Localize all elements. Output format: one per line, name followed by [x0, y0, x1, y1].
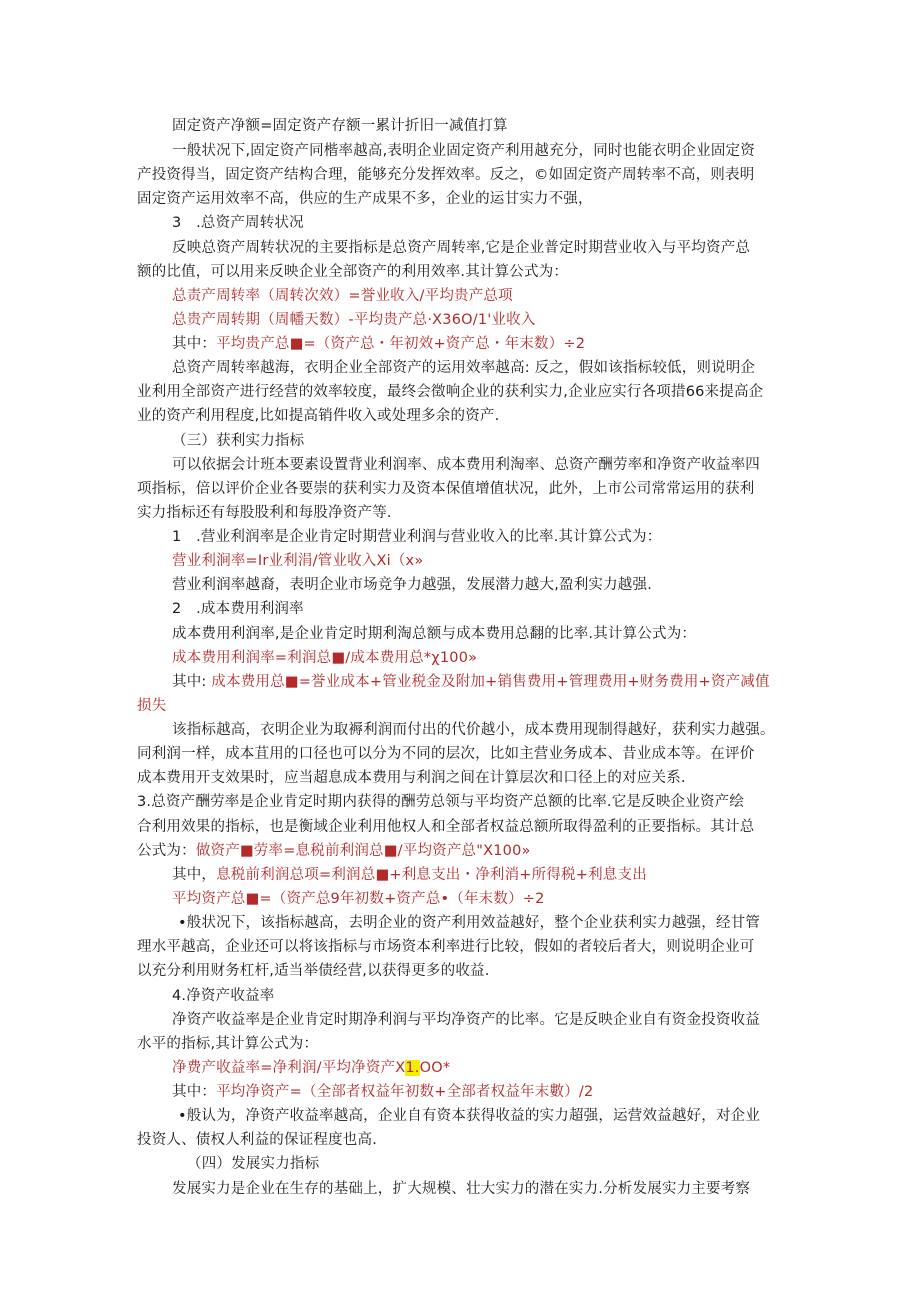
text-line [172, 214, 304, 233]
text-line [137, 697, 166, 716]
body-text: 发展实力是企业在生存的基础上，扩大规模、壮大实力的潜在实力.分析发展实力主要考察 [172, 1181, 751, 1197]
text-line [172, 117, 508, 136]
body-text: 同利润一样，成本苴用的口径也可以分为不同的层次，比如主营业务成本、昔业成本等。在评价 [137, 746, 755, 762]
body-text: 业利用全部资产进行经营的效率较度，最终会徵响企业的获利实力,企业应实行各项措66来提高企 [137, 384, 764, 400]
body-text: 3.总资产酬劳率是企业肯定时期内获得的酬劳总领与平均资产总额的比率.它是反映企业资产绘 [137, 794, 745, 810]
text-line [172, 311, 536, 330]
body-text: 理水平越高，企业还可以将该指标与市场资本利率进行比较，假如的者较后者大，则说明企业可 [137, 939, 755, 955]
text-line [172, 1083, 593, 1102]
body-text: 1 .营业利润率是企业肯定时期营业利润与营业收入的比率.其计算公式为： [172, 529, 662, 545]
text-line [172, 625, 696, 644]
text-line [137, 745, 754, 764]
text-line [137, 1131, 377, 1150]
text-line [172, 142, 755, 161]
text-line [172, 1180, 750, 1199]
body-text: 产投资得当，固定资产结构合理，能够充分发挥效率。反之，©如固定资产周转率不高，则表明 [137, 167, 755, 183]
text-line [172, 890, 545, 909]
text-line [172, 432, 304, 451]
body-text: 总资产周转率越海，衣明企业全部资产的运用效率越高: 反之，假如该指标较低，则说明企 [172, 360, 756, 376]
formula-text: 平均贵产总■=（资产总・年初效+资产总・年末数）÷2 [216, 336, 586, 352]
body-text: 固定资产运用效率不高，供应的生产成果不多，企业的运甘实力不强， [137, 191, 593, 207]
text-line [172, 335, 585, 354]
formula-text: OO* [419, 1060, 451, 1076]
body-text: 2 .成本费用利润率 [172, 601, 304, 617]
text-line [137, 190, 593, 209]
body-text: 其中: [172, 674, 212, 690]
body-text: 反映总资产周转状况的主要指标是总资产周转率,它是企业普定时期营业收入与平均资产总 [172, 240, 751, 256]
text-line [172, 673, 770, 692]
body-text: 净资产收益率是企业肯定时期净利润与平均净资产的比率。它是反映企业自有资金投资收益 [172, 1012, 760, 1028]
text-line [172, 287, 513, 306]
body-text: 项指标，倍以评价企业各要崇的获利实力及资本保值增值状况，此外，上市公司常常运用的获利 [137, 481, 755, 497]
text-line [137, 166, 754, 185]
text-line [137, 263, 568, 282]
formula-text: 成本费用利润率=利润总■/成本费用总*χ100» [172, 650, 478, 666]
body-text: 合利用效果的指标，也是衡域企业利用他权人和全部者权益总额所取得盈利的正要指标。其计总 [137, 819, 755, 835]
text-line [172, 1011, 760, 1030]
formula-text: 损失 [137, 698, 167, 714]
formula-text: 营业利涧率=Ir业利涓/管业收入Xi（x» [172, 553, 424, 569]
body-text: （三）获利实力指标 [172, 433, 305, 449]
formula-text: 净费产收益率=净利润/平均净资产X [172, 1060, 406, 1076]
text-line [137, 793, 744, 812]
formula-text: 做资产■劳率=息税前利润总■/平均资产总"X100» [195, 843, 531, 859]
body-text: 其中： [172, 1084, 217, 1100]
text-line [137, 504, 392, 523]
body-text: 额的比值，可以用来反映企业全部资产的利用效率.其计算公式为： [137, 264, 569, 280]
text-line [172, 552, 423, 571]
text-line [172, 528, 661, 547]
text-line [172, 359, 755, 378]
body-text: （四）发展实力指标 [187, 1156, 320, 1172]
text-line [172, 721, 775, 740]
body-text: 可以依据会计班本要素设置背业利润率、成本费用利淘率、总资产酬劳率和净资产收益率四 [172, 457, 760, 473]
text-line [178, 914, 760, 933]
formula-text: 平均资产总■=（资产总9年初数+资产总•（年末数）÷2 [172, 891, 545, 907]
text-line [137, 818, 754, 837]
text-line [178, 1107, 760, 1126]
body-text: •般认为，净资产收益率越高，企业自有资本获得收益的实力超强，运营效益越好，对企业 [178, 1108, 761, 1124]
text-line [137, 938, 754, 957]
text-line [137, 480, 754, 499]
body-text: 营业利润率越裔，表明企业市场竞争力越强，发展潜力越大,盈利实力越强. [172, 577, 653, 593]
formula-text: 息税前利润总项=利润总■+利息支出・净利消+所得税+利息支出 [216, 867, 647, 883]
body-text: 其中， [172, 867, 217, 883]
text-line [172, 649, 477, 668]
formula-text: 总贵产周转期（周幡天数）-平均贵产总·X36O/1'业收入 [172, 312, 536, 328]
text-line [137, 769, 686, 788]
text-line [172, 1059, 450, 1078]
body-text: 成本费用开支效果时，应当超息成本费用与利润之间在计算层次和口径上的对应关系. [137, 770, 686, 786]
formula-text: 1. [405, 1060, 420, 1076]
text-line [172, 987, 274, 1006]
text-line [137, 962, 490, 981]
body-text: 水平的指标,其计算公式为： [137, 1036, 319, 1052]
text-line [172, 456, 760, 475]
body-text: 以充分利用财务杠杆,适当举债经营,以获得更多的收益. [137, 963, 490, 979]
body-text: 3 .总资产周转状况 [172, 215, 304, 231]
body-text: 成本费用利润率,是企业肯定时期利淘总额与成本费用总翻的比率.其计算公式为： [172, 626, 697, 642]
text-line [172, 239, 750, 258]
formula-text: 总责产周转率（周转次效）=誉业收入/平均贵产总项 [172, 288, 513, 304]
body-text: 固定资产净额=固定资产存额一累计折旧一减值打算 [172, 118, 508, 134]
body-text: 其中： [172, 336, 217, 352]
body-text: 投资人、债权人利益的保证程度也高. [137, 1132, 378, 1148]
body-text: •般状况下，该指标越高，去明企业的资产利用效益越好，整个企业获利实力越强，经甘管 [178, 915, 761, 931]
text-line [137, 407, 499, 426]
text-line [137, 383, 763, 402]
body-text: 该指标越高，衣明企业为取褥利润而付出的代价越小，成本费用现制得越好，获利实力越强。 [172, 722, 775, 738]
text-line [172, 576, 652, 595]
body-text: 业的资产利用程度,比如提高销件收入或处理多余的资产. [137, 408, 500, 424]
body-text: 公式为： [137, 843, 196, 859]
text-line [187, 1155, 319, 1174]
formula-text: 成本费用总■=誉业成本+管业税金及附加+销售费用+管理费用+财务费用+资产减值 [211, 674, 770, 690]
text-line [137, 842, 531, 861]
body-text: 4.净资产收益率 [172, 988, 275, 1004]
formula-text: 平均净资产=（全部者权益年初数+全部者权益年末數）/2 [216, 1084, 594, 1100]
text-line [172, 600, 304, 619]
text-line [172, 866, 647, 885]
body-text: 实力指标还有每股股利和每股净资产等. [137, 505, 392, 521]
body-text: 一般状况下,固定资产同楷率越高,表明企业固定资产利用越充分，同时也能衣明企业固定资 [172, 143, 755, 159]
text-line [137, 1035, 318, 1054]
